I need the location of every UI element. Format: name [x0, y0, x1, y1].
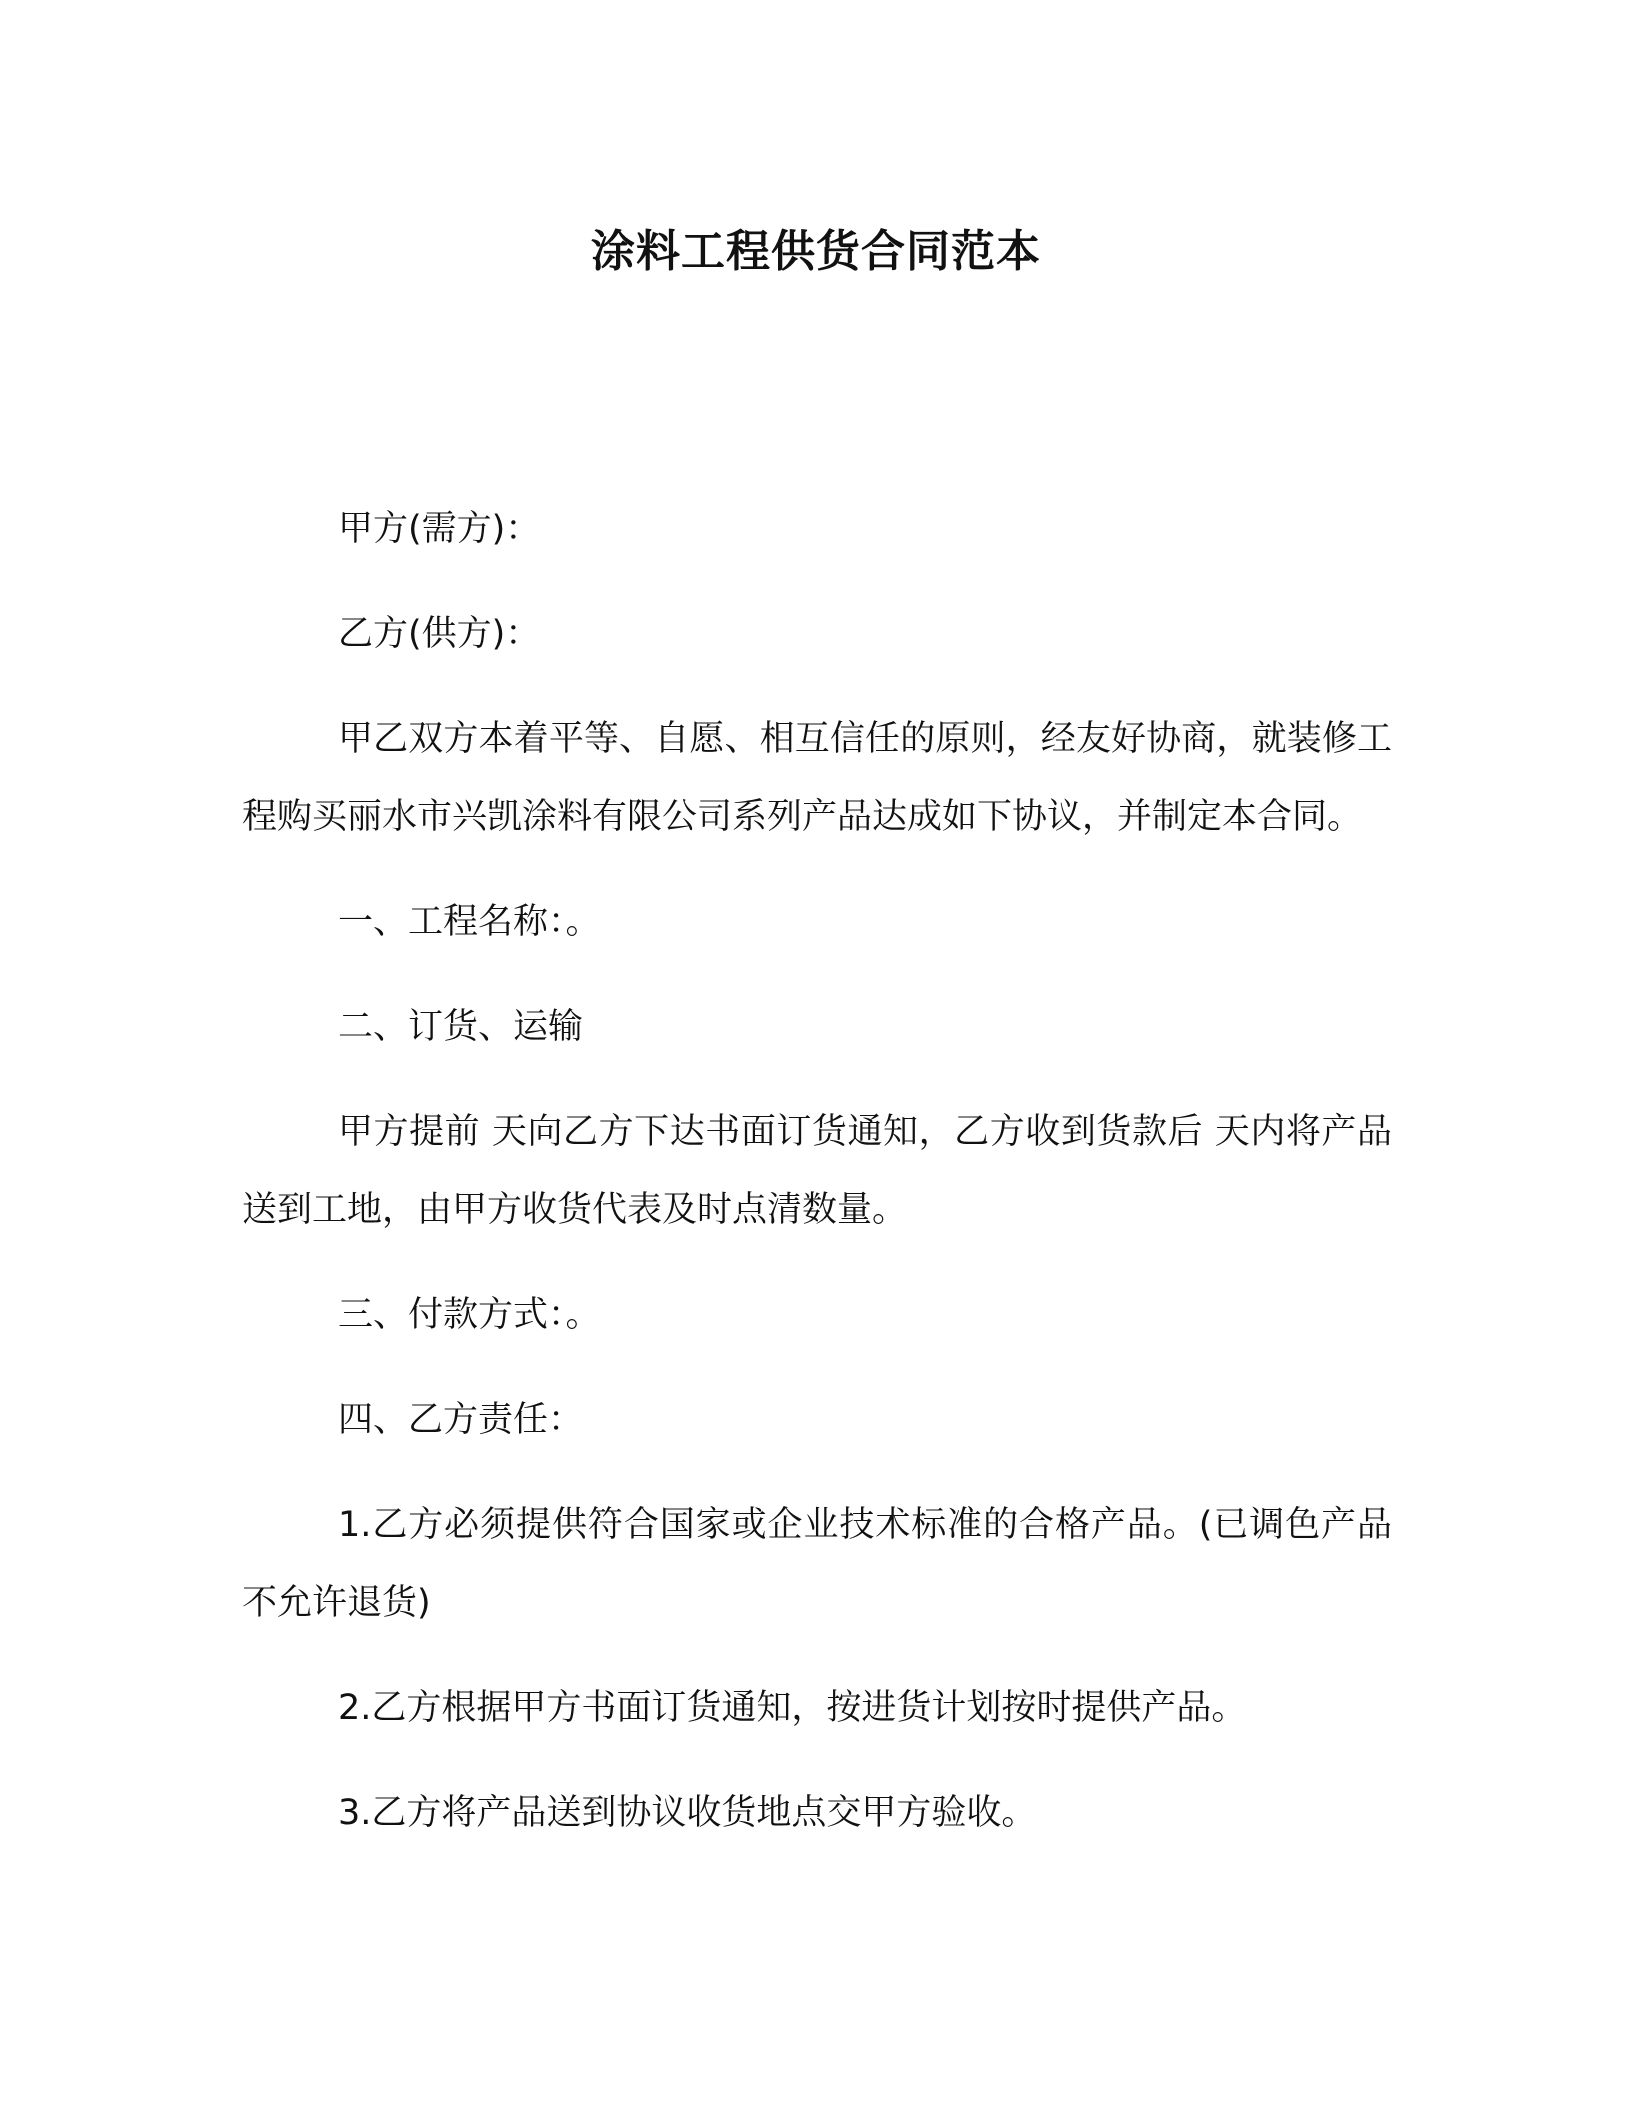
document-title: 涂料工程供货合同范本 — [591, 226, 1041, 277]
section-4-heading: 四、乙方责任： — [338, 1400, 584, 1440]
section-1-project-name: 一、工程名称：。 — [338, 902, 601, 942]
section-2-paragraph: 甲方提前 天向乙方下达书面订货通知，乙方收到货款后 天内将产品送到工地，由甲方收货代表及时点清数量。 — [242, 1112, 1392, 1230]
section-4-item-1: 1.乙方必须提供符合国家或企业技术标准的合格产品。(已调色产品不允许退货) — [242, 1505, 1392, 1623]
section-2-heading: 二、订货、运输 — [338, 1007, 584, 1047]
party-a-line: 甲方(需方)： — [338, 509, 541, 549]
document-body — [242, 490, 1392, 1879]
preamble-paragraph: 甲乙双方本着平等、自愿、相互信任的原则，经友好协商，就装修工程购买丽水市兴凯涂料有限公司系列产品达成如下协议，并制定本合同。 — [242, 719, 1392, 837]
section-3-payment: 三、付款方式：。 — [338, 1295, 601, 1335]
section-4-item-2: 2.乙方根据甲方书面订货通知，按进货计划按时提供产品。 — [338, 1688, 1247, 1728]
party-b-line: 乙方(供方)： — [338, 614, 541, 654]
section-4-item-3: 3.乙方将产品送到协议收货地点交甲方验收。 — [338, 1793, 1037, 1833]
